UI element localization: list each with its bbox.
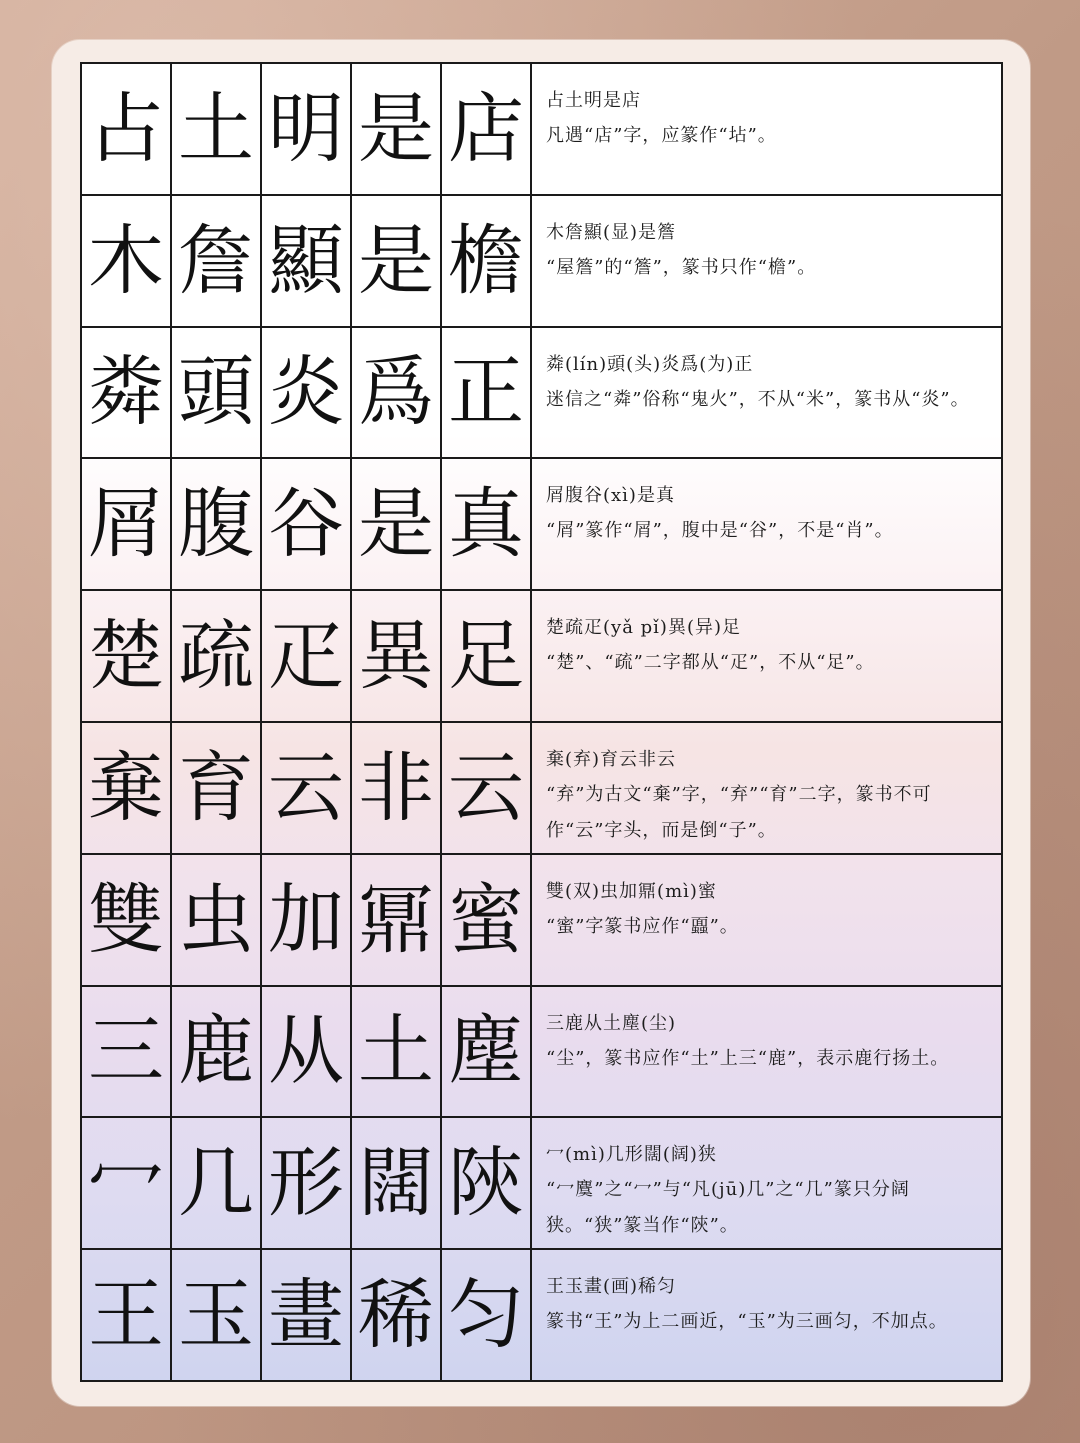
- explanation-cell: [532, 1118, 1003, 1248]
- explanation-cell: [532, 855, 1003, 985]
- rhyme-note: “楚”、“疏”二字都从“疋”，不从“足”。: [546, 652, 875, 674]
- seal-glyph: 足: [442, 591, 532, 721]
- explanation-cell: [532, 64, 1003, 194]
- rhyme-title: 棄(弃)育云非云: [546, 748, 677, 770]
- seal-glyph: 鼏: [352, 855, 442, 985]
- seal-glyph: 塵: [442, 987, 532, 1117]
- rhyme-title: 粦(lín)頭(头)炎爲(为)正: [546, 353, 754, 375]
- seal-glyph: 顯: [262, 196, 352, 326]
- rhyme-title: 屑腹谷(xì)是真: [546, 485, 675, 507]
- seal-glyph: 形: [262, 1118, 352, 1248]
- seal-glyph: 云: [262, 723, 352, 853]
- seal-glyph: 疋: [262, 591, 352, 721]
- rhyme-note: 迷信之“粦”俗称“鬼火”，不从“米”，篆书从“炎”。: [546, 388, 970, 410]
- seal-glyph: 疏: [172, 591, 262, 721]
- explanation-cell: [532, 328, 1003, 458]
- seal-glyph: 是: [352, 459, 442, 589]
- seal-glyph: 木: [82, 196, 172, 326]
- seal-glyph: 稀: [352, 1250, 442, 1380]
- rhyme-note: “尘”，篆书应作“土”上三“鹿”，表示鹿行扬土。: [546, 1047, 950, 1069]
- table-row: [82, 591, 1003, 723]
- seal-glyph: 異: [352, 591, 442, 721]
- rhyme-note: “冖麌”之“冖”与“凡(jū)几”之“几”篆只分阔狭。“狭”篆当作“陝”。: [546, 1179, 910, 1237]
- seal-glyph: 畫: [262, 1250, 352, 1380]
- seal-glyph: 加: [262, 855, 352, 985]
- seal-glyph: 楚: [82, 591, 172, 721]
- table-row: [82, 1118, 1003, 1250]
- table-row: [82, 64, 1003, 196]
- seal-glyph: 是: [352, 196, 442, 326]
- rhyme-note: “屋簷”的“簷”，篆书只作“檐”。: [546, 256, 817, 278]
- rhyme-note: 篆书“王”为上二画近，“玉”为三画匀，不加点。: [546, 1311, 948, 1333]
- seal-glyph: 粦: [82, 328, 172, 458]
- seal-glyph: 王: [82, 1250, 172, 1380]
- seal-script-table: [80, 62, 1003, 1382]
- seal-glyph: 占: [82, 64, 172, 194]
- seal-glyph: 冖: [82, 1118, 172, 1248]
- seal-glyph: 非: [352, 723, 442, 853]
- explanation-cell: [532, 723, 1003, 853]
- seal-glyph: 谷: [262, 459, 352, 589]
- seal-glyph: 屑: [82, 459, 172, 589]
- seal-glyph: 炎: [262, 328, 352, 458]
- table-row: [82, 987, 1003, 1119]
- table-row: [82, 459, 1003, 591]
- seal-glyph: 檐: [442, 196, 532, 326]
- rhyme-title: 王玉畫(画)稀匀: [546, 1276, 677, 1298]
- table-row: [82, 196, 1003, 328]
- rhyme-title: 占土明是店: [546, 90, 641, 111]
- seal-glyph: 陝: [442, 1118, 532, 1248]
- explanation-cell: [532, 591, 1003, 721]
- seal-glyph: 虫: [172, 855, 262, 985]
- rhyme-note: “屑”篆作“屑”，腹中是“谷”，不是“肖”。: [546, 520, 894, 542]
- seal-glyph: 玉: [172, 1250, 262, 1380]
- rhyme-title: 冖(mì)几形闊(阔)狭: [546, 1144, 717, 1166]
- seal-glyph: 棄: [82, 723, 172, 853]
- seal-glyph: 蜜: [442, 855, 532, 985]
- seal-glyph: 从: [262, 987, 352, 1117]
- seal-glyph: 明: [262, 64, 352, 194]
- seal-glyph: 雙: [82, 855, 172, 985]
- seal-glyph: 匀: [442, 1250, 532, 1380]
- seal-glyph: 云: [442, 723, 532, 853]
- rhyme-title: 三鹿从土塵(尘): [546, 1012, 677, 1034]
- seal-glyph: 土: [352, 987, 442, 1117]
- explanation-cell: [532, 1250, 1003, 1380]
- explanation-cell: [532, 987, 1003, 1117]
- rhyme-note: “蜜”字篆书应作“蠠”。: [546, 915, 739, 937]
- seal-glyph: 頭: [172, 328, 262, 458]
- seal-glyph: 店: [442, 64, 532, 194]
- seal-glyph: 育: [172, 723, 262, 853]
- seal-glyph: 是: [352, 64, 442, 194]
- table-row: [82, 1250, 1003, 1382]
- seal-glyph: 正: [442, 328, 532, 458]
- rhyme-note: “弃”为古文“棄”字，“弃”“育”二字，篆书不可作“云”字头，而是倒“子”。: [546, 783, 932, 841]
- seal-glyph: 土: [172, 64, 262, 194]
- seal-glyph: 真: [442, 459, 532, 589]
- rhyme-note: 凡遇“店”字，应篆作“坫”。: [546, 125, 777, 146]
- explanation-cell: [532, 459, 1003, 589]
- seal-glyph: 詹: [172, 196, 262, 326]
- table-row: [82, 723, 1003, 855]
- table-row: [82, 328, 1003, 460]
- explanation-cell: [532, 196, 1003, 326]
- seal-glyph: 鹿: [172, 987, 262, 1117]
- seal-glyph: 腹: [172, 459, 262, 589]
- seal-glyph: 爲: [352, 328, 442, 458]
- seal-glyph: 闊: [352, 1118, 442, 1248]
- seal-glyph: 三: [82, 987, 172, 1117]
- rhyme-title: 楚疏疋(yǎ pǐ)異(异)足: [546, 617, 741, 639]
- seal-glyph: 几: [172, 1118, 262, 1248]
- table-row: [82, 855, 1003, 987]
- rhyme-title: 木詹顯(显)是簷: [546, 221, 677, 243]
- rhyme-title: 雙(双)虫加鼏(mì)蜜: [546, 880, 717, 902]
